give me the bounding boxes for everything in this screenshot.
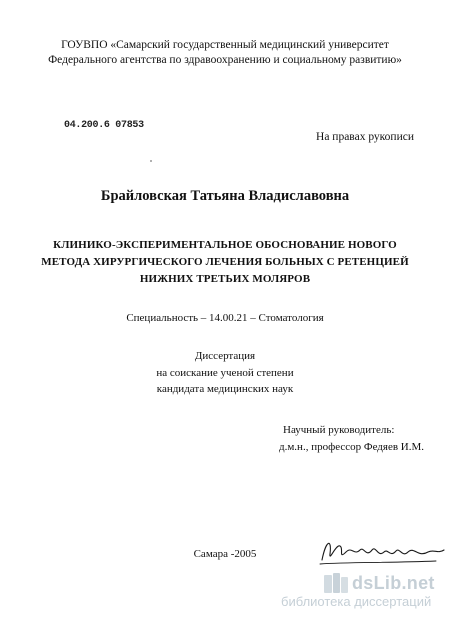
degree-block <box>0 348 450 398</box>
institution-line-2: Федерального агентства по здравоохранению и социальному развитию» <box>48 54 402 66</box>
supervisor-name: д.м.н., профессор Федяев И.М. <box>279 441 425 453</box>
institution-line-1: ГОУВПО «Самарский государственный медицинский университет <box>61 39 389 51</box>
dissertation-title <box>0 237 450 288</box>
registration-code: 04.200.6 07853 <box>64 120 144 131</box>
watermark-subtitle: библиотека диссертаций <box>281 594 432 609</box>
supervisor-label: Научный руководитель: <box>283 424 395 436</box>
title-line-1: КЛИНИКО-ЭКСПЕРИМЕНТАЛЬНОЕ ОБОСНОВАНИЕ НОВОГО <box>53 239 397 251</box>
title-line-2: МЕТОДА ХИРУРГИЧЕСКОГО ЛЕЧЕНИЯ БОЛЬНЫХ С РЕТЕНЦИЕЙ <box>41 256 409 268</box>
city-year: Самара -2005 <box>193 548 257 560</box>
scan-speck <box>150 160 152 162</box>
specialty-line: Специальность – 14.00.21 – Стоматология <box>126 312 324 324</box>
degree-line-2: на соискание ученой степени <box>156 366 294 379</box>
watermark-brand: dsLib.net <box>352 573 435 593</box>
degree-line-3: кандидата медицинских наук <box>156 383 294 395</box>
handwritten-signature <box>318 532 448 572</box>
manuscript-note: На правах рукописи <box>316 131 414 143</box>
degree-line-1: Диссертация <box>194 350 256 362</box>
title-line-3: НИЖНИХ ТРЕТЬИХ МОЛЯРОВ <box>139 273 311 285</box>
author-name: Брайловская Татьяна Владиславовна <box>100 188 350 204</box>
